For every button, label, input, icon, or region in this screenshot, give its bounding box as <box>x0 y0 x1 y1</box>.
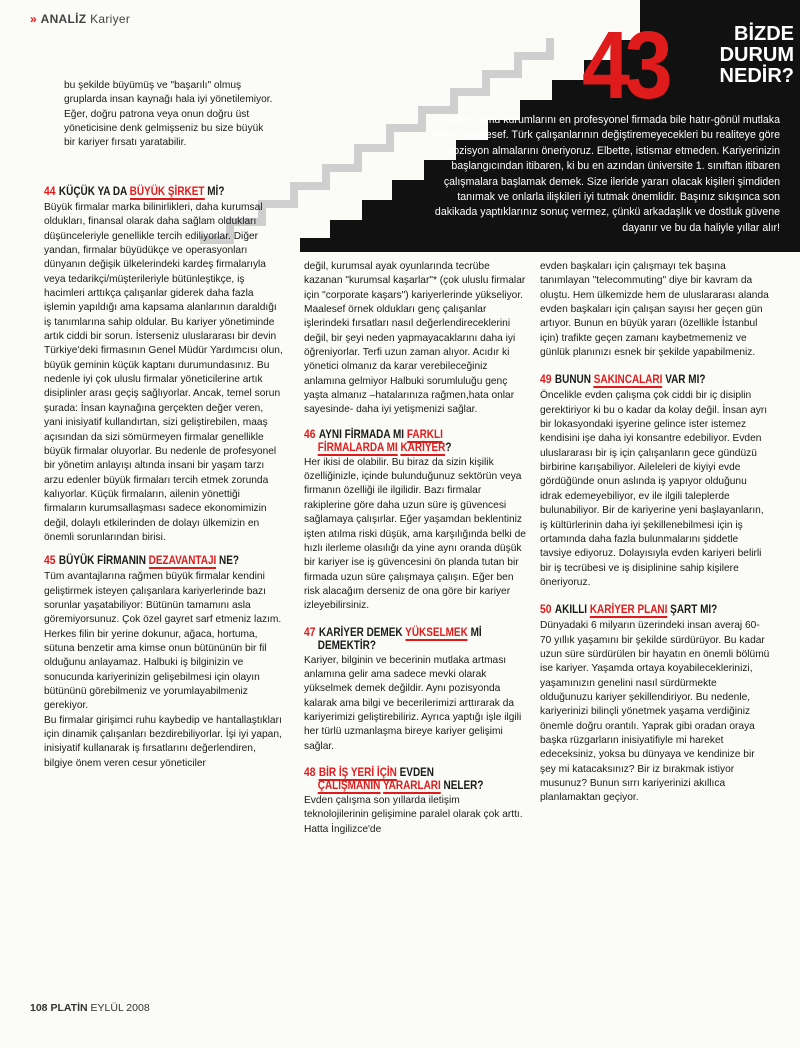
issue-date: EYLÜL 2008 <box>90 1002 150 1014</box>
arrows-icon: » <box>30 12 37 26</box>
heading-highlight: BÜYÜK ŞİRKET <box>129 185 205 198</box>
heading-text: AKILLI <box>554 603 588 617</box>
heading-50 <box>540 602 738 617</box>
heading-text: BÜYÜK FİRMANIN <box>58 554 146 568</box>
section-label: ANALİZ <box>40 12 87 26</box>
paragraph: Dünyadaki 6 milyarın üzerindeki insan averaj 60-70 yıllık yaşamını bir şekilde sürdürüyor. Bu kadar uzun süre sürdürülen bir hayatın en önemli bölümü ise kariyer. Yaşamda ortaya koyabileceklerinizi, yaşamınızın genelini nasıl sürdürmekte olduğunuzu kariyer şekillendiriyor. Bu nedenle, kariyerinizi bilinçli yönetmek yaşama verdiğiniz önemle doğru orantılı. Yaprak gibi oradan oraya başka rüzgarların inisiyatifiyle mi hareket edeceksiniz, yoksa bu dünyaya ve kendinize bir şey mi katacaksınız? Bir iz bırakmak istiyor musunuz? Bunun sırrı kariyerinizi akıllıca planlamaktan geçiyor. <box>540 620 770 804</box>
heading-highlight: DEZAVANTAJI <box>148 554 217 568</box>
heading-text: EVDEN <box>399 765 435 779</box>
magazine-name: PLATİN <box>50 1002 88 1014</box>
heading-number: 48 <box>304 764 316 779</box>
heading-text: BUNUN <box>554 373 591 387</box>
heading-highlight: KARİYER PLANI <box>589 603 668 617</box>
hero-title-line: DURUM <box>719 44 794 66</box>
heading-46 <box>304 428 495 454</box>
heading-number: 50 <box>540 602 552 617</box>
heading-text: NE? <box>219 554 239 568</box>
heading-highlight: FARKLI <box>406 427 443 441</box>
paragraph: Tüm avantajlarına rağmen büyük firmalar kendini geliştirmek isteyen çalışanlara kariyerlerinde bazı sorunlar yaşatabiliyor: Bütünün tamamını asla göremiyorsunuz. Çok özel gayret sarf etmeniz lazım. Herkes filin bir yerine dokunur, ağaca, hortuma, sütuna benzetir ama kimse onun bütününün bir fil olduğunu anlayamaz. Halbuki iş bilginizin ve sonucunda kariyerinizin gelişebilmesi için olayın bütününü görebilmeniz ve yorumlayabilmeniz gerekiyor. <box>44 571 282 712</box>
paragraph: Evden çalışma son yıllarda iletişim teknolojilerinin gelişimine paralel olarak çok arttı. Hatta İngilizce'de <box>304 794 523 835</box>
paragraph: evden başkaları için çalışmayı tek başına tanımlayan "telecommuting" diye bir kavram da oluştu. Hem ülkemizde hem de uluslararası alanda evden başkaları için çalışan sayısı her geçen gün artıyor. Bunun en büyük yararı (özellikle İstanbul için) trafikte geçen zamanı kaybetmemeniz ve günlük planınızı esnek bir şekilde yapabilmeniz. <box>540 261 769 359</box>
heading-highlight: BİR İŞ YERİ İÇİN <box>318 765 397 779</box>
heading-47 <box>304 626 495 652</box>
paragraph: Bu firmalar girişimci ruhu kaybedip ve hantallaştıkları için dinamik çalışanları bezdirebiliyorlar. İşi iyi yapan, inisiyatif kullanarak iş fırsatlarını değerlendiren, bilgiye önem veren cesur yöneticiler <box>44 714 282 769</box>
paragraph: bu şekilde büyümüş ve "başarılı" olmuş gruplarda insan kaynağı hala iyi yönetilemiyor. Eğer, doğru patrona veya onun doğru üst yöneticisine denk gelmişseniz bu size büyük bir kariyer fırsatı yaratabilir. <box>64 80 273 149</box>
paragraph: Büyük firmalar marka bilinirlikleri, daha kurumsal oldukları, finansal olarak daha sağlam oldukları düşünceleriyle genellikle tercih ediliyorlar. Diğer yandan, firmalar büyüdükçe ve operasyonları dünyanın değişik ülkelerindeki kardeş firmalarıyla veya tedarikçi/müşterileriyle bütünleştikçe, iş hacimleri arttıkça çalışanlar giderek daha fazla işlemin yapıldığı ama kapsama alanlarının daraldığı iş tanımlarına sahip oldular. Bu kariyer yönetiminde artık ciddi bir sorun. İsterseniz uluslararası bir devin Türkiye'deki firmasının Genel Müdür Yardımcısı olun, büyük geminin küçük kaptanı durumundasınız. Bu nedenle iyi çok uluslu firmalar yöneticilerine artık disiplinler arası geçiş sağlıyorlar. Ancak, temel sorun şurada: İnsan kaynağına gerçekten değer veren, yani inisiyatif kullandırtan, sizi geliştirebilen, maaş açısından da sizi sömürmeyen firmalar genellikle büyük firmalar oluyorlar. Bu nedenle de profesyonel bir yönetim anlayışı altında insani bir yaşam tarzı arzu edenler büyük firmaları tercih etmek zorunda kalıyorlar. Küçük firmaların, ailenin yönettiği firmaların kurumsallaşması sadece ekonomimizin değil, dolaylı etkilerinden de dolayı ülkemizin en önemli sorunlarından birisi. <box>44 202 283 543</box>
paragraph: Öncelikle evden çalışma çok ciddi bir iç disiplin gerektiriyor ki bu o kadar da kolay değil. İnsan ayrı bir lokasyondaki işyerine gelince ister istemez kendisini işe daha iyi konsantre edebiliyor. Evden uluslararası bir iş için çalışanların gece gündüzü birbirine karışabiliyor. Aileleleri de kiyiyi evde gördüğünde onun aslında iş yapıyor olduğunu idrak edemeyebiliyor, ev ile ilgili taleplerde bulunabiliyor. Bir de kariyerine yeni başlayanların, iş kültürlerinin daha iyi şekillenebilmesi için iş ortamında daha fazla bulunmalarını şiddetle tavsiye ediyoruz. Dolayısıyla evden kariyeri belirli bir iş tecrübesi ve iş disiplinine sahip kişilere öneriyoruz. <box>540 390 768 588</box>
hero-title <box>684 24 794 87</box>
heading-text: KÜÇÜK YA DA <box>58 185 127 198</box>
paragraph: Kariyer, bilginin ve becerinin mutlaka artması anlamına gelir ama sadece mevki olarak yükselmek demek değildir. Aynı pozisyonda kalarak ama bilgi ve becerilerimizi arttırarak da kariyerimizi geliştirebiliriz. Ayrıca yaptığı işle ilgili her türlü uzmanlaşma bireye kariyer gelişimi sağlar. <box>304 654 522 752</box>
heading-48 <box>304 766 495 792</box>
heading-text: NELER? <box>443 778 484 792</box>
heading-text: VAR MI? <box>665 373 706 387</box>
heading-highlight: SAKINCALARI <box>593 373 663 387</box>
page-number: 108 <box>30 1002 48 1014</box>
paragraph: Her ikisi de olabilir. Bu biraz da sizin kişilik özelliğinizle, içinde bulunduğunuz sektörün veya firmanın özelliği ile ilgilidir. Bazı firmalar rakiplerine göre daha uzun süre iş güvencesi sağlamaya çalışırlar. Eğer yaşamdan beklentiniz işten atılma riski düşük, ama karşılığında belki de hızlı ilerleme olasılığı da yine aynı oranda düşük bir kariyer ise iş güvencesini ön planda tutan bir firmada uzun süre çalışmaya çalışın. Eğer ben risk alacağım derseniz de ona göre bir kariyer izleyebilirsiniz. <box>304 456 526 612</box>
paragraph: değil, kurumsal ayak oyunlarında tecrübe kazanan "kurumsal kaşarlar"* (çok uluslu firmalar için "corporate kaşars") kariyerlerinde yükseliyor. Maalesef örnek oldukları genç çalışanlar işlerindeki fırsatları nasıl değerlendireceklerini değil, bir şeyi neden yapmayacaklarını daha iyi öğreniyorlar. Terfi uzun zaman alıyor. Acıdır ki yönetici olmanız da karar verebileceğiniz anlamına gelmiyor Halbuki sorumluluğu genç yaşta almanız –hatalarınıza rağmen,hata onlar sayesinde- daha iyi yetişmenizi sağlar. <box>304 261 526 416</box>
subsection-label: Kariyer <box>90 12 131 26</box>
heading-text: ? <box>445 440 452 454</box>
heading-49 <box>540 372 738 387</box>
heading-highlight: KARİYER <box>400 440 446 454</box>
heading-text: KARİYER DEMEK <box>318 625 403 639</box>
column-1 <box>44 178 284 771</box>
heading-highlight: YARARLARI <box>382 778 441 792</box>
column-3 <box>540 260 770 806</box>
hero-title-line: NEDİR? <box>719 65 794 87</box>
column-2 <box>304 260 526 837</box>
heading-number: 47 <box>304 624 316 639</box>
column-1-top <box>64 79 276 151</box>
hero-number: 43 <box>582 12 668 119</box>
hero-title-line: BİZDE <box>734 23 794 45</box>
heading-highlight: FİRMALARDA MI <box>317 440 398 454</box>
heading-text: DEMEKTİR? <box>317 638 376 652</box>
heading-number: 45 <box>44 553 56 568</box>
intro-paragraph: Bırakın kamu kurumlarını en profesyonel firmada bile hatır-gönül mutlaka işliyor maalesef. Türk çalışanlarının değiştiremeyecekleri bu realiteye göre pozisyon almalarını öneriyoruz. Elbette, istismar etmeden. Kariyerinizin başlangıcından itibaren, ki bu en azından üniversite 1. sınıftan itibaren çalışmalara başlamak demek. Size ileride yararı olacak kişileri şimdiden tanımak ve onlarla ilişkileri iyi tutmak önemlidir. Başınız sıkışınca son dakikada yaptıklarınız sonuç vermez, çünkü arkadaşlık ve dostluk güvene dayanır ve bu da haliyle yıllar alır! <box>432 114 780 234</box>
heading-45 <box>44 553 250 568</box>
page-footer <box>30 1002 150 1014</box>
heading-text: ŞART MI? <box>670 603 718 617</box>
section-header <box>30 12 130 26</box>
heading-text: Mİ? <box>207 185 225 198</box>
heading-highlight: YÜKSELMEK <box>405 625 468 639</box>
heading-highlight: ÇALIŞMANIN <box>317 778 381 792</box>
heading-text: AYNI FİRMADA MI <box>318 427 405 441</box>
heading-number: 44 <box>44 184 56 198</box>
heading-44 <box>44 184 250 199</box>
heading-number: 46 <box>304 426 316 441</box>
heading-text: Mİ <box>470 625 482 639</box>
heading-number: 49 <box>540 372 552 387</box>
